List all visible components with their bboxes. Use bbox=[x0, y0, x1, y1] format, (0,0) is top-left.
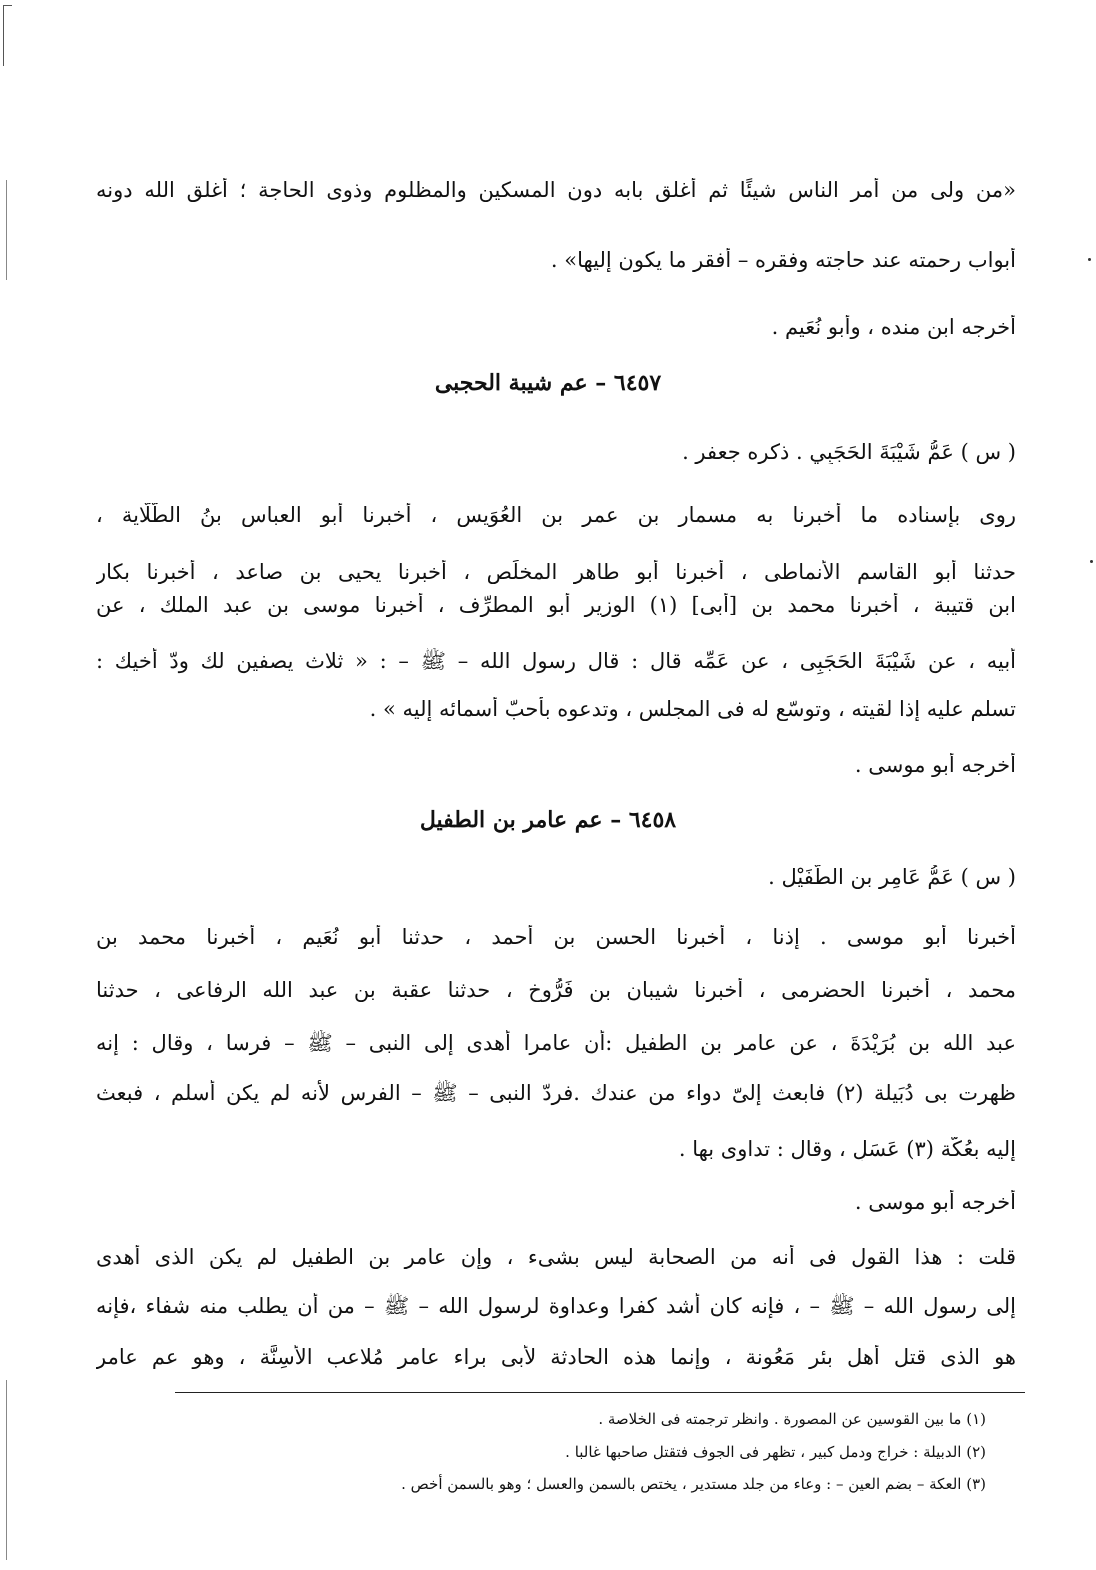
section-heading: ٦٤٥٨ – عم عامر بن الطفيل bbox=[419, 807, 677, 833]
text-line: روى بإسناده ما أخبرنا به مسمار بن عمر بن العُوَيس ، أخبرنا أبو العباس بنُ الطَّلَّاية ، bbox=[96, 503, 1016, 527]
text-line: تسلم عليه إذا لقيته ، وتوسّع له فى المجلس ، وتدعوه بأحبّ أسمائه إليه » . bbox=[369, 697, 1016, 721]
text-line: إليه بعُكَّة (٣) عَسَلٍ ، وقال : تداوى بها . bbox=[678, 1137, 1016, 1161]
text-line: أخرجه أبو موسى . bbox=[854, 1190, 1016, 1214]
text-line: ابن قتيبة ، أخبرنا محمد بن [أبى] (١) الوزير أبو المطرِّف ، أخبرنا موسى بن عبد الملك ، عن bbox=[96, 593, 1016, 617]
footnote-separator bbox=[175, 1392, 1025, 1393]
text-line: إلى رسول الله – ﷺ – ، فإنه كان أشد كفرا وعداوة لرسول الله – ﷺ – من أن يطلب منه شفاء ،فإنه bbox=[96, 1294, 1016, 1318]
scan-edge-line bbox=[6, 180, 7, 280]
section-heading: ٦٤٥٧ – عم شيبة الحجبى bbox=[434, 370, 662, 396]
footnote: (٢) الدبيلة : خراج ودمل كبير ، تظهر فى الجوف فتقتل صاحبها غالبا . bbox=[565, 1443, 986, 1461]
text-line: أبيه ، عن شَيْبَةَ الحَجَبِى ، عن عَمِّه قال : قال رسول الله – ﷺ – : « ثلاث يصفين لك ودّ أخيك : bbox=[96, 649, 1016, 673]
text-line: ظهرت بى دُبَيلة (٢) فابعث إلىّ دواء من عندك .فردّ النبى – ﷺ – الفرس لأنه لم يكن أسلم ، فبعث bbox=[96, 1081, 1016, 1105]
text-line: «من ولى من أمر الناس شيئًا ثم أغلق بابه دون المسكين والمظلوم وذوى الحاجة ؛ أغلق الله دونه bbox=[96, 178, 1016, 202]
text-line: محمد ، أخبرنا الحضرمى ، أخبرنا شيبان بن فَرُّوخ ، حدثنا عقبة بن عبد الله الرفاعى ، حدثنا bbox=[96, 978, 1016, 1002]
scan-speck bbox=[1088, 258, 1091, 261]
scan-corner-mark bbox=[3, 5, 12, 66]
text-line: أخرجه أبو موسى . bbox=[854, 753, 1016, 777]
text-line: ( س ) عَمُّ عَامِر بن الطُّفَيْل . bbox=[768, 865, 1016, 889]
text-line: أخرجه ابن منده ، وأبو نُعَيم . bbox=[771, 315, 1016, 339]
text-line: عبد الله بن بُرَيْدَةَ ، عن عامر بن الطفيل :أن عامرا أهدى إلى النبى – ﷺ – فرسا ، وقال : إنه bbox=[96, 1031, 1016, 1055]
text-line: أبواب رحمته عند حاجته وفقره – أفقر ما يكون إليها» . bbox=[550, 248, 1016, 272]
text-line: حدثنا أبو القاسم الأنماطى ، أخبرنا أبو طاهر المخلِّص ، أخبرنا يحيى بن صاعد ، أخبرنا بكار bbox=[96, 560, 1016, 584]
text-line: هو الذى قتل أهل بئر مَعُونة ، وإنما هذه الحادثة لأبى براء عامر مُلاعب الأَسِنَّة ، وهو عم عامر bbox=[96, 1345, 1016, 1369]
text-line: أخبرنا أبو موسى . إذنا ، أخبرنا الحسن بن أحمد ، حدثنا أبو نُعَيم ، أخبرنا محمد بن bbox=[96, 925, 1016, 949]
text-line: قلت : هذا القول فى أنه من الصحابة ليس بشىء ، وإن عامر بن الطفيل لم يكن الذى أهدى bbox=[96, 1245, 1016, 1269]
footnote: (١) ما بين القوسين عن المصورة . وانظر ترجمته فى الخلاصة . bbox=[598, 1410, 986, 1428]
text-line: ( س ) عَمُّ شَيْبَةَ الحَجَبِي . ذكره جعفر . bbox=[682, 440, 1016, 464]
scan-speck bbox=[1090, 560, 1093, 563]
footnote: (٣) العكة – بضم العين – : وعاء من جلد مستدير ، يختص بالسمن والعسل ؛ وهو بالسمن أخص . bbox=[401, 1475, 986, 1493]
scan-edge-line bbox=[6, 1380, 7, 1560]
